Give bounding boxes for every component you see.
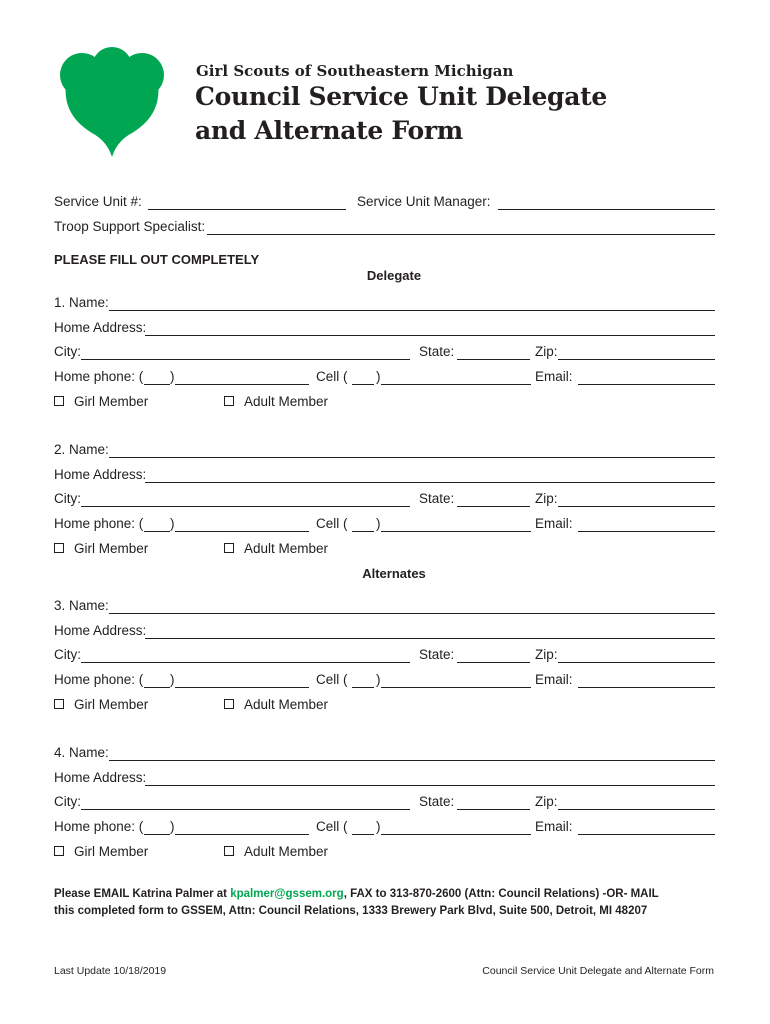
home-address-field[interactable]: [145, 482, 715, 483]
service-unit-field[interactable]: [148, 209, 346, 210]
state-field[interactable]: [457, 359, 530, 360]
name-row: [54, 598, 715, 616]
home-address-label: Home Address:: [54, 770, 147, 785]
cell-area-code-field[interactable]: [352, 531, 374, 532]
service-unit-row: [54, 194, 715, 212]
girl-member-checkbox[interactable]: [54, 396, 64, 406]
city-field[interactable]: [81, 506, 410, 507]
alternates-heading: Alternates: [362, 566, 426, 581]
girl-member-checkbox[interactable]: [54, 543, 64, 553]
email-field[interactable]: [578, 384, 715, 385]
girl-member-checkbox[interactable]: [54, 699, 64, 709]
email-label: Email:: [535, 369, 573, 384]
city-row: [54, 344, 715, 362]
home-phone-label: Home phone: (: [54, 672, 144, 687]
city-field[interactable]: [81, 662, 410, 663]
state-field[interactable]: [457, 809, 530, 810]
home-area-code-field[interactable]: [144, 384, 170, 385]
paren-close: ): [170, 819, 175, 834]
adult-member-option[interactable]: Adult Member: [224, 844, 328, 859]
name-label: 3. Name:: [54, 598, 109, 613]
name-field[interactable]: [109, 613, 715, 614]
address-row: [54, 770, 715, 788]
city-field[interactable]: [81, 359, 410, 360]
state-label: State:: [419, 344, 455, 359]
cell-phone-field[interactable]: [381, 687, 531, 688]
home-address-label: Home Address:: [54, 320, 147, 335]
home-area-code-field[interactable]: [144, 531, 170, 532]
delegate-heading: Delegate: [366, 268, 422, 283]
name-field[interactable]: [109, 310, 715, 311]
membership-row: [54, 844, 715, 862]
name-field[interactable]: [109, 457, 715, 458]
zip-label: Zip:: [535, 794, 558, 809]
paren-close: ): [170, 516, 175, 531]
zip-field[interactable]: [558, 359, 715, 360]
cell-label: Cell (: [316, 819, 348, 834]
phone-row: [54, 516, 715, 534]
adult-member-option[interactable]: Adult Member: [224, 697, 328, 712]
home-phone-field[interactable]: [175, 531, 309, 532]
cell-label: Cell (: [316, 516, 348, 531]
home-address-field[interactable]: [145, 335, 715, 336]
name-row: [54, 295, 715, 313]
paren-close: ): [170, 369, 175, 384]
membership-row: [54, 697, 715, 715]
zip-label: Zip:: [535, 344, 558, 359]
girl-member-option[interactable]: Girl Member: [54, 394, 148, 409]
adult-member-checkbox[interactable]: [224, 846, 234, 856]
city-row: [54, 647, 715, 665]
adult-member-option[interactable]: Adult Member: [224, 541, 328, 556]
city-label: City:: [54, 491, 81, 506]
cell-area-code-field[interactable]: [352, 384, 374, 385]
troop-support-label: Troop Support Specialist:: [54, 219, 206, 234]
adult-member-checkbox[interactable]: [224, 699, 234, 709]
cell-phone-field[interactable]: [381, 384, 531, 385]
address-row: [54, 320, 715, 338]
home-area-code-field[interactable]: [144, 687, 170, 688]
state-label: State:: [419, 647, 455, 662]
troop-support-row: [54, 219, 715, 237]
home-phone-field[interactable]: [175, 687, 309, 688]
state-field[interactable]: [457, 506, 530, 507]
city-label: City:: [54, 344, 81, 359]
home-address-field[interactable]: [145, 785, 715, 786]
zip-field[interactable]: [558, 809, 715, 810]
name-field[interactable]: [109, 760, 715, 761]
membership-row: [54, 541, 715, 559]
cell-phone-field[interactable]: [381, 834, 531, 835]
email-label: Email:: [535, 819, 573, 834]
cell-label: Cell (: [316, 672, 348, 687]
instruction-text: PLEASE FILL OUT COMPLETELY: [54, 252, 260, 267]
city-row: [54, 794, 715, 812]
city-label: City:: [54, 647, 81, 662]
state-label: State:: [419, 794, 455, 809]
last-update-text: Last Update 10/18/2019: [54, 965, 167, 977]
state-label: State:: [419, 491, 455, 506]
cell-area-code-field[interactable]: [352, 687, 374, 688]
service-unit-manager-label: Service Unit Manager:: [357, 194, 491, 209]
address-row: [54, 623, 715, 641]
home-phone-label: Home phone: (: [54, 516, 144, 531]
contact-email-link[interactable]: kpalmer@gssem.org: [230, 888, 344, 900]
paren-close: ): [376, 819, 381, 834]
email-field[interactable]: [578, 834, 715, 835]
form-name-footer: Council Service Unit Delegate and Alternate Form: [482, 965, 714, 977]
phone-row: [54, 369, 715, 387]
email-field[interactable]: [578, 687, 715, 688]
cell-phone-field[interactable]: [381, 531, 531, 532]
name-row: [54, 745, 715, 763]
org-name: Girl Scouts of Southeastern Michigan: [196, 62, 514, 80]
name-label: 4. Name:: [54, 745, 109, 760]
city-label: City:: [54, 794, 81, 809]
girl-member-checkbox[interactable]: [54, 846, 64, 856]
service-unit-label: Service Unit #:: [54, 194, 142, 209]
state-field[interactable]: [457, 662, 530, 663]
adult-member-checkbox[interactable]: [224, 396, 234, 406]
adult-member-option[interactable]: Adult Member: [224, 394, 328, 409]
cell-label: Cell (: [316, 369, 348, 384]
city-field[interactable]: [81, 809, 410, 810]
submission-instructions: Please EMAIL Katrina Palmer at kpalmer@gssem.org, FAX to 313-870-2600 (Attn: Council Relations) -OR- MAIL this completed form to GSSEM, Attn: Council Relations, 1333 Brewery Park Blvd, Suite 500, Detroit, MI 48207: [54, 888, 659, 917]
troop-support-field[interactable]: [207, 234, 715, 235]
home-phone-label: Home phone: (: [54, 819, 144, 834]
paren-close: ): [376, 516, 381, 531]
phone-row: [54, 819, 715, 837]
phone-row: [54, 672, 715, 690]
email-field[interactable]: [578, 531, 715, 532]
zip-field[interactable]: [558, 662, 715, 663]
zip-label: Zip:: [535, 647, 558, 662]
girl-member-option[interactable]: Girl Member: [54, 541, 148, 556]
home-address-label: Home Address:: [54, 623, 147, 638]
girl-member-option[interactable]: Girl Member: [54, 844, 148, 859]
home-phone-field[interactable]: [175, 384, 309, 385]
adult-member-checkbox[interactable]: [224, 543, 234, 553]
cell-area-code-field[interactable]: [352, 834, 374, 835]
paren-close: ): [376, 369, 381, 384]
home-phone-label: Home phone: (: [54, 369, 144, 384]
name-row: [54, 442, 715, 460]
membership-row: [54, 394, 715, 412]
service-unit-manager-field[interactable]: [498, 209, 715, 210]
email-label: Email:: [535, 672, 573, 687]
home-area-code-field[interactable]: [144, 834, 170, 835]
home-address-field[interactable]: [145, 638, 715, 639]
zip-label: Zip:: [535, 491, 558, 506]
home-address-label: Home Address:: [54, 467, 147, 482]
address-row: [54, 467, 715, 485]
girl-member-option[interactable]: Girl Member: [54, 697, 148, 712]
paren-close: ): [170, 672, 175, 687]
home-phone-field[interactable]: [175, 834, 309, 835]
form-title: Council Service Unit Delegate and Alternate Form: [195, 82, 607, 145]
name-label: 2. Name:: [54, 442, 109, 457]
paren-close: ): [376, 672, 381, 687]
zip-field[interactable]: [558, 506, 715, 507]
email-label: Email:: [535, 516, 573, 531]
name-label: 1. Name:: [54, 295, 109, 310]
trefoil-logo-icon: [52, 45, 172, 157]
city-row: [54, 491, 715, 509]
